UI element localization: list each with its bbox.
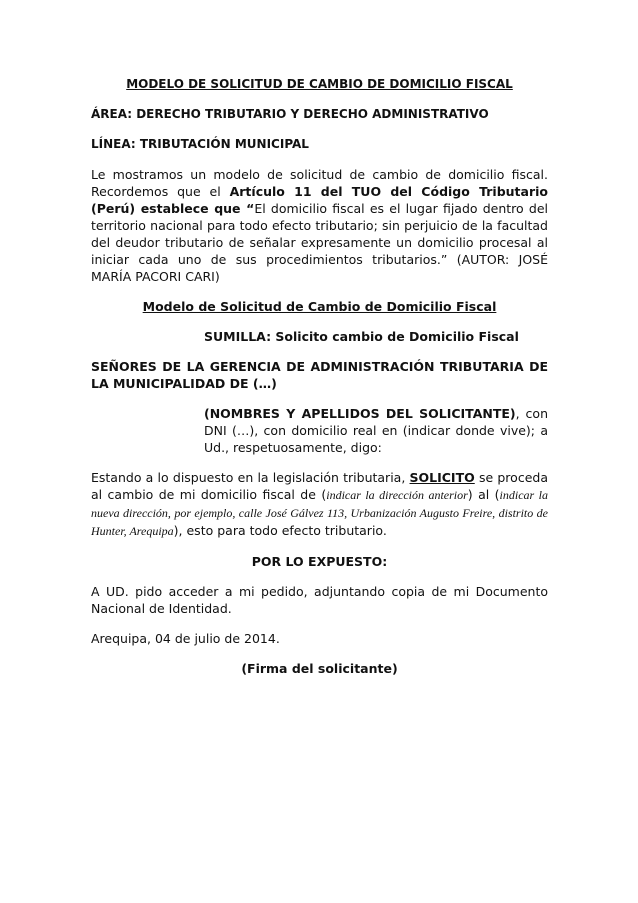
intro-text-2: El domicilio fiscal es el lugar fijado dentro del territorio nacional para todo efecto tributario; sin perjuicio de la facultad del deudor tributario de señalar expresamente un domicilio procesal al iniciar cada uno de sus procedimientos tributarios.” (AUTOR: JOSÉ MARÍA PACORI CARI) [91,201,548,284]
sumilla-line: SUMILLA: Solicito cambio de Domicilio Fiscal [204,329,519,344]
intro-paragraph [91,166,548,285]
addressee-paragraph: SEÑORES DE LA GERENCIA DE ADMINISTRACIÓN TRIBUTARIA DE LA MUNICIPALIDAD DE (…) [91,359,548,391]
intro-article-reference: Artículo 11 del TUO del Código Tributario (Perú) establece que “ [91,184,548,216]
request-text-3: ) al ( [467,487,500,502]
intro-text-1: Le mostramos un modelo de solicitud de cambio de domicilio fiscal. Recordemos que el [91,167,548,199]
applicant-details: , con DNI (…), con domicilio real en (indicar donde vive); a Ud., respetuosamente, digo: [204,406,548,455]
applicant-name-placeholder: (NOMBRES Y APELLIDOS DEL SOLICITANTE) [204,406,516,421]
closing-paragraph: A UD. pido acceder a mi pedido, adjuntando copia de mi Documento Nacional de Identidad. [91,584,548,616]
linea-line: LÍNEA: TRIBUTACIÓN MUNICIPAL [91,137,309,151]
request-text-1: Estando a lo dispuesto en la legislación tributaria, [91,470,410,485]
request-text-4: ), esto para todo efecto tributario. [173,523,387,538]
area-line: ÁREA: DERECHO TRIBUTARIO Y DERECHO ADMINISTRATIVO [91,107,489,121]
document-title: MODELO DE SOLICITUD DE CAMBIO DE DOMICILIO FISCAL [126,77,513,91]
solicito-keyword: SOLICITO [409,470,475,485]
applicant-paragraph [204,405,548,456]
request-text-2: se proceda al cambio de mi domicilio fiscal de ( [91,470,548,502]
previous-address-placeholder: indicar la dirección anterior [326,488,468,502]
new-address-placeholder: indicar la nueva dirección, por ejemplo, calle José Gálvez 113, Urbanización Augusto Freire, distrito de Hunter, Arequipa [91,488,548,538]
document-body [91,76,548,677]
por-lo-expuesto-heading: POR LO EXPUESTO: [251,554,388,569]
request-paragraph [91,469,548,540]
model-subtitle: Modelo de Solicitud de Cambio de Domicilio Fiscal [142,299,497,314]
date-line: Arequipa, 04 de julio de 2014. [91,631,280,646]
signature-line: (Firma del solicitante) [241,661,398,676]
